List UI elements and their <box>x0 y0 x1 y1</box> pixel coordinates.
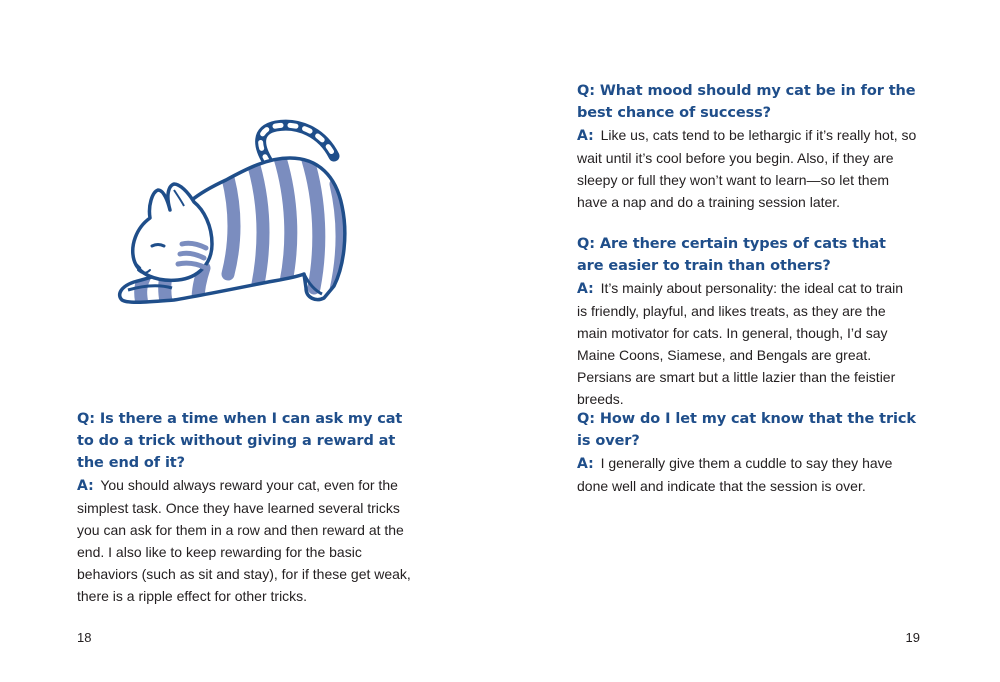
qa-block-mood <box>577 80 917 213</box>
question-prefix: Q: <box>77 411 95 427</box>
answer-prefix: A: <box>77 478 94 494</box>
question-prefix: Q: <box>577 83 595 99</box>
right-page <box>500 0 1000 682</box>
answer <box>577 124 917 213</box>
question-text: Is there a time when I can ask my cat to do a trick without giving a reward at the end of it? <box>77 411 403 471</box>
answer <box>577 452 917 497</box>
cat-illustration <box>108 118 358 330</box>
question-text: How do I let my cat know that the trick is over? <box>577 411 916 449</box>
answer-prefix: A: <box>577 281 594 297</box>
question-text: Are there certain types of cats that are easier to train than others? <box>577 236 886 274</box>
answer <box>577 277 917 410</box>
qa-block-reward <box>77 408 417 607</box>
answer-text: You should always reward your cat, even for the simplest task. Once they have learned several tricks you can ask for them in a row and then reward at the end. I also like to keep rewarding for the basic behaviors (such as sit and stay), for if these get weak, there is a ripple effect for other tricks. <box>77 477 411 604</box>
question-text: What mood should my cat be in for the best chance of success? <box>577 83 916 121</box>
answer-text: I generally give them a cuddle to say they have done well and indicate that the session is over. <box>577 455 893 494</box>
question <box>577 80 917 124</box>
answer-prefix: A: <box>577 456 594 472</box>
answer-text: Like us, cats tend to be lethargic if it’s really hot, so wait until it’s cool before you begin. Also, if they are sleepy or full they won’t want to learn—so let them have a nap and do a training session later. <box>577 127 917 210</box>
page-number-left: 18 <box>77 630 92 645</box>
question-prefix: Q: <box>577 236 595 252</box>
qa-block-breeds <box>577 233 917 410</box>
qa-block-trick-over <box>577 408 917 497</box>
question <box>577 408 917 452</box>
question <box>577 233 917 277</box>
answer-prefix: A: <box>577 128 594 144</box>
question <box>77 408 417 474</box>
stretching-cat-icon <box>108 118 358 330</box>
page-number-right: 19 <box>905 630 920 645</box>
answer-text: It’s mainly about personality: the ideal cat to train is friendly, playful, and likes treats, as they are the main motivator for cats. In general, though, I’d say Maine Coons, Siamese, and Bengals are great. Persians are smart but a little lazier than the feistier breeds. <box>577 280 904 407</box>
question-prefix: Q: <box>577 411 595 427</box>
answer <box>77 474 417 607</box>
